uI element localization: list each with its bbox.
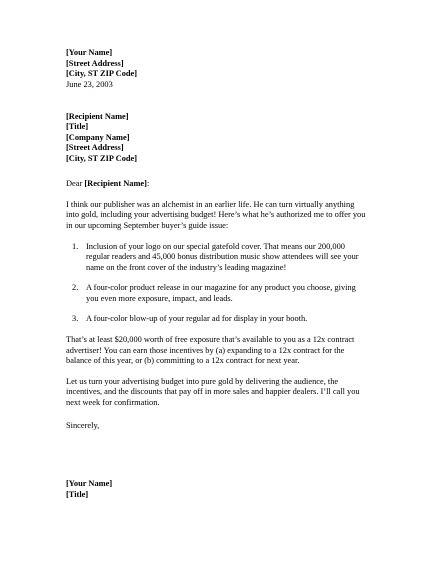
complimentary-close <box>66 421 422 432</box>
closing-text: Sincerely, <box>66 420 100 430</box>
list-item <box>72 314 422 325</box>
offer-list <box>66 242 422 326</box>
list-item <box>72 283 422 304</box>
list-item-line: regular readers and 45,000 bonus distribution music show attendees will see your <box>86 252 359 262</box>
recipient-street: [Street Address] <box>66 143 124 153</box>
sender-city: [City, ST ZIP Code] <box>66 69 138 79</box>
list-item <box>72 242 422 274</box>
offer-line: That’s at least $20,000 worth of free exposure that’s available to you as a 12x contract <box>66 335 355 345</box>
list-item-line: A four-color product release in our magazine for any product you choose, giving <box>86 283 356 293</box>
sender-address <box>66 48 422 90</box>
salutation-name: [Recipient Name] <box>84 179 147 189</box>
signature-title: [Title] <box>66 489 89 499</box>
closing-line: next week for confirmation. <box>66 398 160 408</box>
closing-paragraph <box>66 377 422 409</box>
letter-date: June 23, 2003 <box>66 79 113 89</box>
closing-line: Let us turn your advertising budget into pure gold by delivering the audience, the <box>66 376 339 386</box>
sender-street: [Street Address] <box>66 58 124 68</box>
recipient-city: [City, ST ZIP Code] <box>66 153 138 163</box>
salutation <box>66 179 422 190</box>
recipient-address <box>66 112 422 165</box>
list-item-line: you even more exposure, impact, and leads. <box>86 293 233 303</box>
sender-name: [Your Name] <box>66 48 113 57</box>
intro-line: in our upcoming September buyer’s guide issue: <box>66 220 229 230</box>
intro-line: I think our publisher was an alchemist in an earlier life. He can turn virtually anything <box>66 199 355 209</box>
closing-line: incentives, and the discounts that pay off in more sales and happier dealers. I’ll call you <box>66 387 360 397</box>
intro-paragraph <box>66 200 422 232</box>
signature-block <box>66 479 422 500</box>
list-item-line: A four-color blow-up of your regular ad for display in your booth. <box>86 314 308 324</box>
list-item-line: name on the front cover of the industry’s leading magazine! <box>86 262 287 272</box>
letter-page <box>66 48 422 500</box>
list-item-number: 1. <box>72 241 79 251</box>
salutation-suffix: : <box>146 179 150 189</box>
salutation-prefix: Dear <box>66 179 85 189</box>
intro-line: into gold, including your advertising budget! Here’s what he’s authorized me to offer you <box>66 210 366 220</box>
list-item-number: 3. <box>72 314 79 324</box>
offer-line: advertiser! You can earn those incentives by (a) expanding to a 12x contract for the <box>66 345 345 355</box>
offer-line: balance of this year, or (b) committing to a 12x contract for next year. <box>66 356 300 366</box>
signature-name: [Your Name] <box>66 479 113 489</box>
list-item-line: Inclusion of your logo on our special gatefold cover. That means our 200,000 <box>86 241 345 251</box>
offer-paragraph <box>66 335 422 367</box>
recipient-name: [Recipient Name] <box>66 111 129 121</box>
list-item-number: 2. <box>72 283 79 293</box>
recipient-company: [Company Name] <box>66 132 130 142</box>
recipient-title: [Title] <box>66 122 89 132</box>
